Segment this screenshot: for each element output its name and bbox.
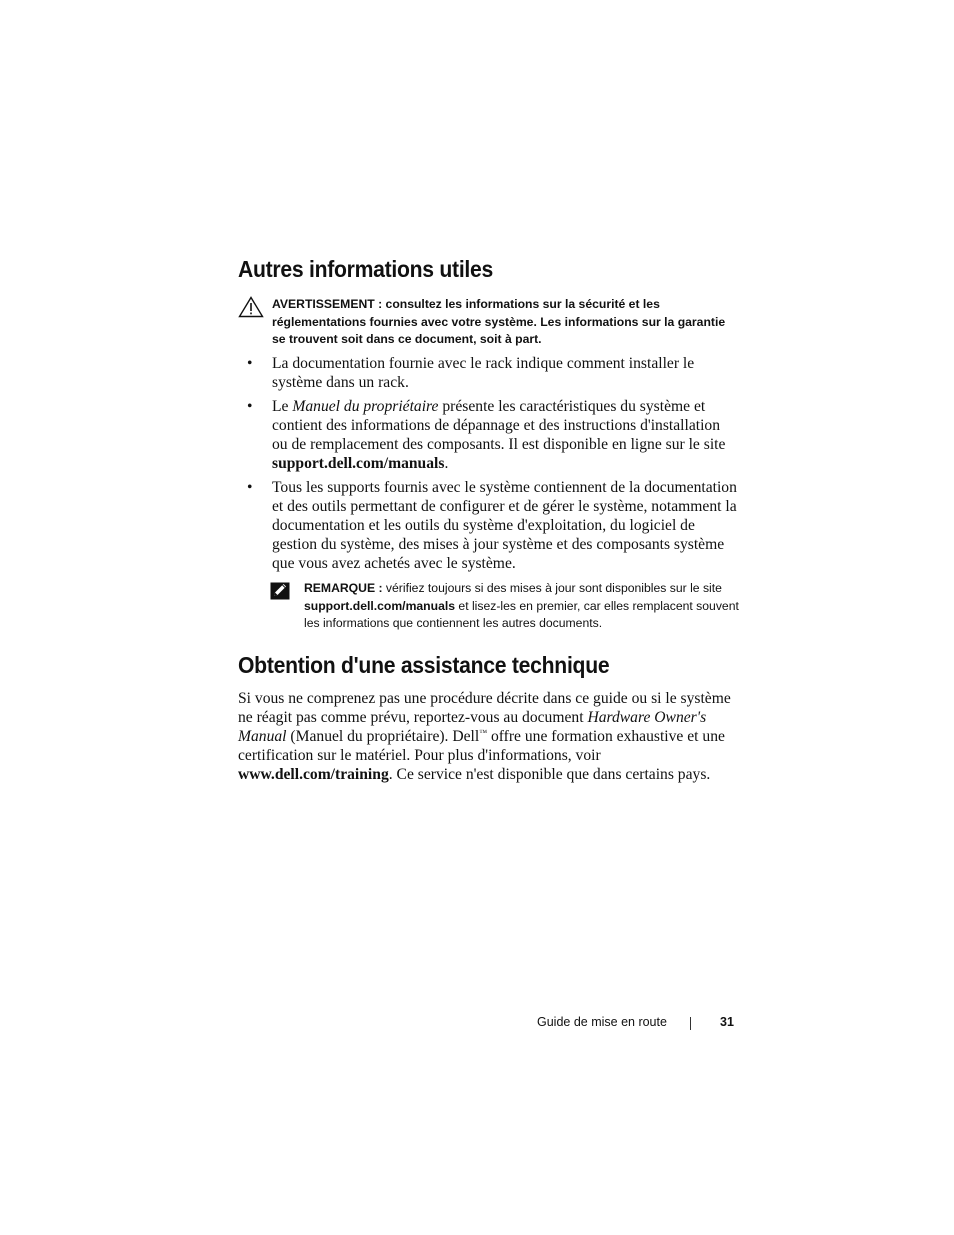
bullet-text: Tous les supports fournis avec le système contiennent de la documentation et des outils permettant de configurer et de gérer le système, notamment la documentation et les outils du système d'exploitation, du logiciel de gestion du système, des mises à jour système et des composants système que vous avez achetés avec le système. bbox=[272, 479, 737, 572]
note-text bbox=[304, 580, 740, 633]
list-item bbox=[238, 478, 738, 573]
bullet-text-pre: Le bbox=[272, 398, 293, 415]
warning-triangle-icon bbox=[238, 296, 264, 318]
info-bullet-list bbox=[238, 354, 738, 578]
footer-separator bbox=[690, 1017, 691, 1030]
bullet-text-mid: présente les caractéristiques du système et contient des informations de dépannage et des instructions d'installation ou de remplacement des composants. Il est disponible en ligne sur le site bbox=[272, 398, 726, 453]
para-mid: (Manuel du propriétaire). Dell bbox=[286, 728, 480, 745]
training-link[interactable]: www.dell.com/training bbox=[238, 766, 389, 783]
footer-guide-title: Guide de mise en route bbox=[537, 1015, 667, 1029]
bullet-marker: • bbox=[247, 355, 253, 372]
warning-text bbox=[272, 296, 738, 349]
note-body-post: et lisez-les en premier, car elles remplacent souvent les informations que contiennent les autres documents. bbox=[304, 598, 739, 630]
list-item bbox=[238, 354, 738, 392]
trademark-symbol: ™ bbox=[479, 727, 488, 737]
bullet-marker: • bbox=[247, 479, 253, 496]
para-mid2: offre une formation exhaustive et une certification sur le matériel. Pour plus d'informations, voir bbox=[238, 728, 725, 764]
hardware-manual-italic: Hardware Owner's Manual bbox=[238, 709, 707, 745]
note-body-pre: vérifiez toujours si des mises à jour sont disponibles sur le site bbox=[382, 581, 722, 595]
assistance-paragraph bbox=[238, 689, 738, 784]
bullet-marker: • bbox=[247, 398, 253, 415]
manual-title-italic: Manuel du propriétaire bbox=[292, 398, 439, 415]
section-title-autres-informations: Autres informations utiles bbox=[238, 256, 494, 282]
note-label: REMARQUE : bbox=[304, 581, 383, 595]
warning-label: AVERTISSEMENT : bbox=[272, 297, 383, 311]
section-title-assistance-technique: Obtention d'une assistance technique bbox=[238, 652, 610, 678]
page-number: 31 bbox=[720, 1015, 734, 1029]
warning-body: consultez les informations sur la sécurité et les réglementations fournies avec votre système. Les informations sur la garantie se trouvent soit dans ce document, soit à part. bbox=[272, 297, 726, 346]
list-item bbox=[238, 397, 738, 473]
bullet-text: La documentation fournie avec le rack indique comment installer le système dans un rack. bbox=[272, 355, 695, 391]
support-link[interactable]: support.dell.com/manuals bbox=[272, 455, 445, 472]
note-pencil-icon bbox=[270, 582, 290, 600]
note-support-link[interactable]: support.dell.com/manuals bbox=[304, 598, 456, 613]
bullet-text-post: . bbox=[444, 455, 449, 472]
para-pre: Si vous ne comprenez pas une procédure décrite dans ce guide ou si le système ne réagit pas comme prévu, reportez-vous au document bbox=[238, 690, 731, 726]
para-post: . Ce service n'est disponible que dans certains pays. bbox=[388, 766, 711, 783]
